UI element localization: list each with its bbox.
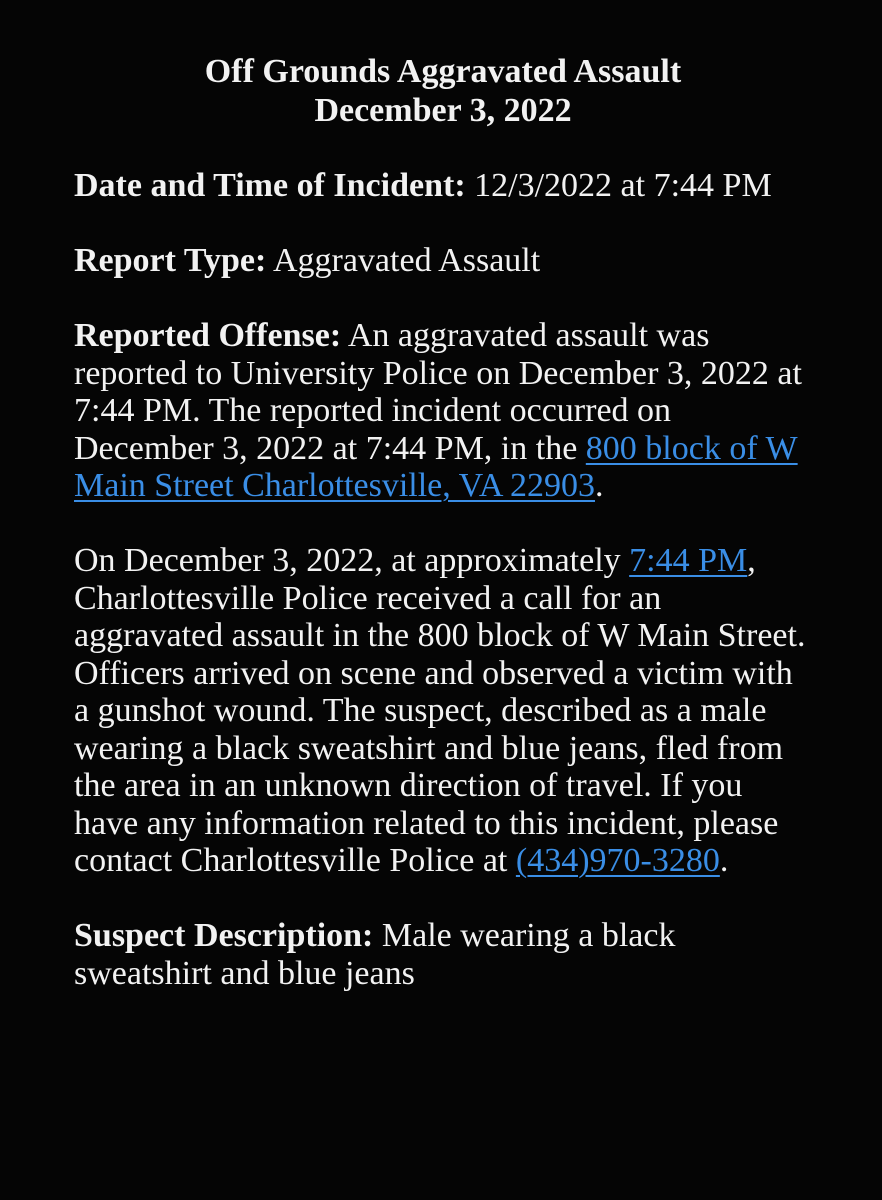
phone-link[interactable]: (434)970-3280 [515, 842, 720, 879]
suspect-description-label: Suspect Description: [74, 917, 374, 954]
reported-offense-label: Reported Offense: [74, 317, 342, 354]
suspect-description-section [74, 917, 812, 992]
narrative-text-end: . [719, 842, 729, 879]
reported-offense-end: . [595, 467, 604, 504]
report-date: December 3, 2022 [314, 92, 572, 129]
suspect-description-value: Male wearing a black sweatshirt and blue jeans [74, 917, 676, 992]
report-title: Off Grounds Aggravated Assault [204, 53, 682, 90]
narrative-text-start: On December 3, 2022, at approximately [74, 542, 630, 579]
report-header [74, 52, 812, 130]
narrative-section [74, 542, 812, 880]
time-link[interactable]: 7:44 PM [629, 542, 748, 579]
incident-time-label: Date and Time of Incident: [74, 167, 466, 204]
report-type-value: Aggravated Assault [266, 242, 541, 279]
report-type-section [74, 242, 812, 280]
location-link[interactable]: 800 block of W Main Street Charlottesville, VA 22903 [74, 429, 798, 504]
narrative-text-body: , Charlottesville Police received a call for an aggravated assault in the 800 block of W Main Street. Officers arrived on scene and observed a victim with a gunshot wound. The suspect, described as a male wearing a black sweatshirt and blue jeans, fled from the area in an unknown direction of travel. If you have any information related to this incident, please contact Charlottesville Police at [74, 542, 806, 879]
incident-time-section [74, 167, 812, 205]
reported-offense-text: An aggravated assault was reported to University Police on December 3, 2022 at 7:44 PM. The reported incident occurred on December 3, 2022 at 7:44 PM, in the [74, 317, 802, 467]
incident-time-value: 12/3/2022 at 7:44 PM [465, 167, 772, 204]
reported-offense-section [74, 317, 812, 505]
report-type-label: Report Type: [74, 242, 267, 279]
